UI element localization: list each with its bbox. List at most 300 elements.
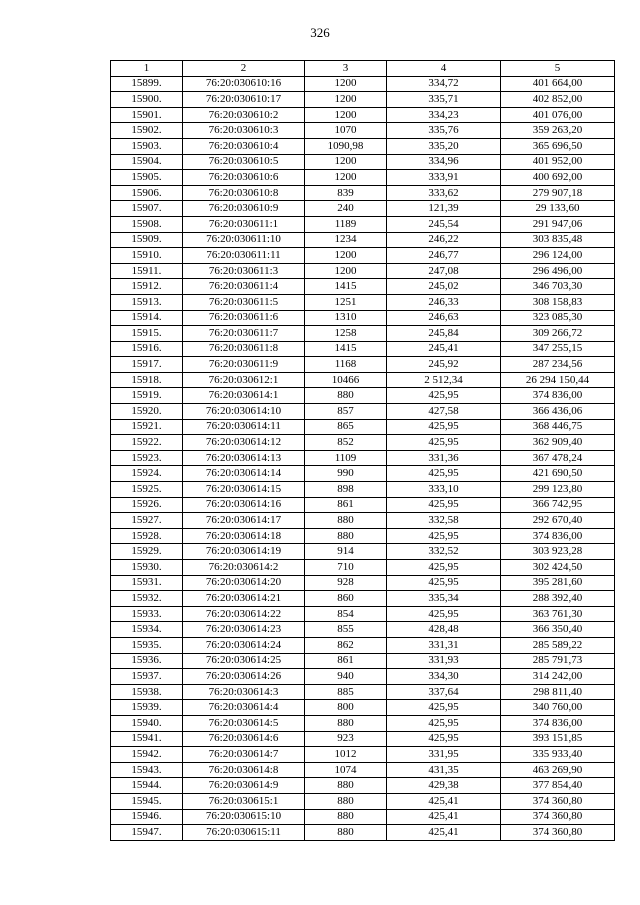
cadastral-number-cell: 76:20:030614:1 [183, 388, 305, 404]
row-number-cell: 15915. [111, 326, 183, 342]
area-cell: 1200 [305, 107, 387, 123]
table-row [111, 637, 615, 653]
total-value-cell: 402 852,00 [501, 92, 615, 108]
area-cell: 940 [305, 669, 387, 685]
cadastral-number-cell: 76:20:030614:8 [183, 762, 305, 778]
area-cell: 1200 [305, 263, 387, 279]
column-header-3: 3 [305, 61, 387, 77]
row-number-cell: 15918. [111, 372, 183, 388]
total-value-cell: 463 269,90 [501, 762, 615, 778]
price-per-unit-cell: 425,95 [387, 388, 501, 404]
price-per-unit-cell: 425,95 [387, 575, 501, 591]
area-cell: 854 [305, 606, 387, 622]
total-value-cell: 340 760,00 [501, 700, 615, 716]
cadastral-number-cell: 76:20:030615:1 [183, 793, 305, 809]
price-per-unit-cell: 245,84 [387, 326, 501, 342]
table-row [111, 762, 615, 778]
cadastral-number-cell: 76:20:030610:5 [183, 154, 305, 170]
area-cell: 1251 [305, 294, 387, 310]
table-row [111, 684, 615, 700]
cadastral-number-cell: 76:20:030610:3 [183, 123, 305, 139]
area-cell: 800 [305, 700, 387, 716]
row-number-cell: 15947. [111, 825, 183, 841]
area-cell: 914 [305, 544, 387, 560]
column-header-1: 1 [111, 61, 183, 77]
table-row [111, 123, 615, 139]
price-per-unit-cell: 425,95 [387, 435, 501, 451]
total-value-cell: 377 854,40 [501, 778, 615, 794]
table-row [111, 404, 615, 420]
row-number-cell: 15920. [111, 404, 183, 420]
area-cell: 898 [305, 482, 387, 498]
price-per-unit-cell: 335,34 [387, 591, 501, 607]
cadastral-number-cell: 76:20:030614:10 [183, 404, 305, 420]
row-number-cell: 15931. [111, 575, 183, 591]
area-cell: 880 [305, 778, 387, 794]
total-value-cell: 302 424,50 [501, 560, 615, 576]
price-per-unit-cell: 331,93 [387, 653, 501, 669]
price-per-unit-cell: 335,71 [387, 92, 501, 108]
row-number-cell: 15901. [111, 107, 183, 123]
total-value-cell: 288 392,40 [501, 591, 615, 607]
row-number-cell: 15932. [111, 591, 183, 607]
table-row [111, 310, 615, 326]
total-value-cell: 366 350,40 [501, 622, 615, 638]
cadastral-number-cell: 76:20:030614:16 [183, 497, 305, 513]
price-per-unit-cell: 425,95 [387, 466, 501, 482]
area-cell: 1189 [305, 216, 387, 232]
price-per-unit-cell: 334,72 [387, 76, 501, 92]
cadastral-number-cell: 76:20:030614:17 [183, 513, 305, 529]
price-per-unit-cell: 333,91 [387, 170, 501, 186]
table-row [111, 279, 615, 295]
area-cell: 880 [305, 825, 387, 841]
cadastral-number-cell: 76:20:030612:1 [183, 372, 305, 388]
row-number-cell: 15925. [111, 482, 183, 498]
cadastral-number-cell: 76:20:030614:21 [183, 591, 305, 607]
total-value-cell: 346 703,30 [501, 279, 615, 295]
cadastral-number-cell: 76:20:030614:26 [183, 669, 305, 685]
table-row [111, 170, 615, 186]
total-value-cell: 395 281,60 [501, 575, 615, 591]
table-row [111, 809, 615, 825]
total-value-cell: 298 811,40 [501, 684, 615, 700]
table-row [111, 715, 615, 731]
table-row [111, 107, 615, 123]
price-per-unit-cell: 429,38 [387, 778, 501, 794]
row-number-cell: 15919. [111, 388, 183, 404]
total-value-cell: 359 263,20 [501, 123, 615, 139]
table-row [111, 372, 615, 388]
area-cell: 928 [305, 575, 387, 591]
row-number-cell: 15940. [111, 715, 183, 731]
area-cell: 1258 [305, 326, 387, 342]
area-cell: 865 [305, 419, 387, 435]
price-per-unit-cell: 425,95 [387, 497, 501, 513]
area-cell: 1200 [305, 154, 387, 170]
cadastral-number-cell: 76:20:030611:8 [183, 341, 305, 357]
cadastral-number-cell: 76:20:030614:24 [183, 637, 305, 653]
total-value-cell: 363 761,30 [501, 606, 615, 622]
cadastral-number-cell: 76:20:030614:4 [183, 700, 305, 716]
total-value-cell: 296 124,00 [501, 248, 615, 264]
cadastral-number-cell: 76:20:030611:4 [183, 279, 305, 295]
table-row [111, 482, 615, 498]
price-per-unit-cell: 428,48 [387, 622, 501, 638]
area-cell: 990 [305, 466, 387, 482]
cadastral-number-cell: 76:20:030611:6 [183, 310, 305, 326]
row-number-cell: 15933. [111, 606, 183, 622]
table-row [111, 575, 615, 591]
table-row [111, 92, 615, 108]
cadastral-number-cell: 76:20:030614:5 [183, 715, 305, 731]
table-row [111, 669, 615, 685]
table-row [111, 263, 615, 279]
area-cell: 861 [305, 497, 387, 513]
row-number-cell: 15936. [111, 653, 183, 669]
row-number-cell: 15939. [111, 700, 183, 716]
row-number-cell: 15941. [111, 731, 183, 747]
price-per-unit-cell: 332,58 [387, 513, 501, 529]
row-number-cell: 15934. [111, 622, 183, 638]
table-row [111, 700, 615, 716]
area-cell: 839 [305, 185, 387, 201]
row-number-cell: 15907. [111, 201, 183, 217]
total-value-cell: 374 836,00 [501, 388, 615, 404]
total-value-cell: 374 360,80 [501, 825, 615, 841]
row-number-cell: 15929. [111, 544, 183, 560]
price-per-unit-cell: 245,02 [387, 279, 501, 295]
area-cell: 857 [305, 404, 387, 420]
total-value-cell: 347 255,15 [501, 341, 615, 357]
price-per-unit-cell: 425,41 [387, 793, 501, 809]
table-row [111, 435, 615, 451]
table-row [111, 341, 615, 357]
cadastral-number-cell: 76:20:030611:10 [183, 232, 305, 248]
total-value-cell: 335 933,40 [501, 747, 615, 763]
row-number-cell: 15938. [111, 684, 183, 700]
total-value-cell: 292 670,40 [501, 513, 615, 529]
row-number-cell: 15912. [111, 279, 183, 295]
price-per-unit-cell: 425,41 [387, 809, 501, 825]
cadastral-number-cell: 76:20:030610:2 [183, 107, 305, 123]
cadastral-number-cell: 76:20:030610:9 [183, 201, 305, 217]
table-row [111, 326, 615, 342]
total-value-cell: 401 664,00 [501, 76, 615, 92]
area-cell: 880 [305, 793, 387, 809]
row-number-cell: 15911. [111, 263, 183, 279]
price-per-unit-cell: 245,41 [387, 341, 501, 357]
row-number-cell: 15909. [111, 232, 183, 248]
cadastral-number-cell: 76:20:030610:4 [183, 138, 305, 154]
total-value-cell: 314 242,00 [501, 669, 615, 685]
row-number-cell: 15924. [111, 466, 183, 482]
row-number-cell: 15942. [111, 747, 183, 763]
table-row [111, 747, 615, 763]
row-number-cell: 15944. [111, 778, 183, 794]
row-number-cell: 15946. [111, 809, 183, 825]
row-number-cell: 15921. [111, 419, 183, 435]
total-value-cell: 421 690,50 [501, 466, 615, 482]
table-header-row [111, 61, 615, 77]
table-row [111, 450, 615, 466]
row-number-cell: 15899. [111, 76, 183, 92]
row-number-cell: 15914. [111, 310, 183, 326]
area-cell: 885 [305, 684, 387, 700]
table-row [111, 731, 615, 747]
area-cell: 1234 [305, 232, 387, 248]
price-per-unit-cell: 247,08 [387, 263, 501, 279]
row-number-cell: 15908. [111, 216, 183, 232]
area-cell: 1074 [305, 762, 387, 778]
table-row [111, 653, 615, 669]
total-value-cell: 291 947,06 [501, 216, 615, 232]
price-per-unit-cell: 246,77 [387, 248, 501, 264]
row-number-cell: 15913. [111, 294, 183, 310]
total-value-cell: 26 294 150,44 [501, 372, 615, 388]
table-row [111, 357, 615, 373]
total-value-cell: 374 360,80 [501, 809, 615, 825]
price-per-unit-cell: 425,95 [387, 715, 501, 731]
area-cell: 1168 [305, 357, 387, 373]
table-body [111, 76, 615, 840]
cadastral-number-cell: 76:20:030614:14 [183, 466, 305, 482]
cadastral-number-cell: 76:20:030611:7 [183, 326, 305, 342]
total-value-cell: 323 085,30 [501, 310, 615, 326]
cadastral-number-cell: 76:20:030614:13 [183, 450, 305, 466]
cadastral-number-cell: 76:20:030611:3 [183, 263, 305, 279]
table-row [111, 606, 615, 622]
price-per-unit-cell: 335,20 [387, 138, 501, 154]
total-value-cell: 401 952,00 [501, 154, 615, 170]
price-per-unit-cell: 331,36 [387, 450, 501, 466]
total-value-cell: 303 923,28 [501, 544, 615, 560]
table-row [111, 185, 615, 201]
table-row [111, 793, 615, 809]
table-row [111, 544, 615, 560]
price-per-unit-cell: 332,52 [387, 544, 501, 560]
row-number-cell: 15916. [111, 341, 183, 357]
table-row [111, 466, 615, 482]
area-cell: 1200 [305, 170, 387, 186]
price-per-unit-cell: 334,30 [387, 669, 501, 685]
price-per-unit-cell: 245,92 [387, 357, 501, 373]
total-value-cell: 29 133,60 [501, 201, 615, 217]
area-cell: 880 [305, 809, 387, 825]
price-per-unit-cell: 331,31 [387, 637, 501, 653]
total-value-cell: 362 909,40 [501, 435, 615, 451]
price-per-unit-cell: 425,95 [387, 560, 501, 576]
cadastral-number-cell: 76:20:030610:6 [183, 170, 305, 186]
area-cell: 861 [305, 653, 387, 669]
price-per-unit-cell: 335,76 [387, 123, 501, 139]
area-cell: 1090,98 [305, 138, 387, 154]
cadastral-number-cell: 76:20:030610:16 [183, 76, 305, 92]
total-value-cell: 393 151,85 [501, 731, 615, 747]
table-row [111, 232, 615, 248]
cadastral-number-cell: 76:20:030614:15 [183, 482, 305, 498]
cadastral-number-cell: 76:20:030611:9 [183, 357, 305, 373]
price-per-unit-cell: 331,95 [387, 747, 501, 763]
price-per-unit-cell: 427,58 [387, 404, 501, 420]
price-per-unit-cell: 246,22 [387, 232, 501, 248]
area-cell: 1200 [305, 92, 387, 108]
cadastral-number-cell: 76:20:030610:17 [183, 92, 305, 108]
table-row [111, 294, 615, 310]
area-cell: 860 [305, 591, 387, 607]
cadastral-number-cell: 76:20:030611:5 [183, 294, 305, 310]
cadastral-number-cell: 76:20:030614:7 [183, 747, 305, 763]
price-per-unit-cell: 425,95 [387, 419, 501, 435]
area-cell: 1415 [305, 279, 387, 295]
total-value-cell: 303 835,48 [501, 232, 615, 248]
price-per-unit-cell: 337,64 [387, 684, 501, 700]
total-value-cell: 374 360,80 [501, 793, 615, 809]
total-value-cell: 374 836,00 [501, 528, 615, 544]
area-cell: 1012 [305, 747, 387, 763]
price-per-unit-cell: 334,23 [387, 107, 501, 123]
total-value-cell: 367 478,24 [501, 450, 615, 466]
cadastral-number-cell: 76:20:030614:25 [183, 653, 305, 669]
area-cell: 1310 [305, 310, 387, 326]
row-number-cell: 15922. [111, 435, 183, 451]
total-value-cell: 366 742,95 [501, 497, 615, 513]
total-value-cell: 400 692,00 [501, 170, 615, 186]
row-number-cell: 15900. [111, 92, 183, 108]
table-row [111, 216, 615, 232]
table-row [111, 248, 615, 264]
table-row [111, 591, 615, 607]
price-per-unit-cell: 333,10 [387, 482, 501, 498]
column-header-4: 4 [387, 61, 501, 77]
price-per-unit-cell: 246,63 [387, 310, 501, 326]
cadastral-number-cell: 76:20:030611:11 [183, 248, 305, 264]
cadastral-table [110, 60, 615, 841]
total-value-cell: 287 234,56 [501, 357, 615, 373]
price-per-unit-cell: 425,95 [387, 731, 501, 747]
table-row [111, 76, 615, 92]
cadastral-number-cell: 76:20:030614:18 [183, 528, 305, 544]
cadastral-number-cell: 76:20:030614:2 [183, 560, 305, 576]
column-header-2: 2 [183, 61, 305, 77]
area-cell: 1200 [305, 76, 387, 92]
area-cell: 710 [305, 560, 387, 576]
row-number-cell: 15935. [111, 637, 183, 653]
row-number-cell: 15905. [111, 170, 183, 186]
table-row [111, 497, 615, 513]
price-per-unit-cell: 245,54 [387, 216, 501, 232]
area-cell: 1200 [305, 248, 387, 264]
price-per-unit-cell: 333,62 [387, 185, 501, 201]
total-value-cell: 309 266,72 [501, 326, 615, 342]
row-number-cell: 15902. [111, 123, 183, 139]
area-cell: 1109 [305, 450, 387, 466]
row-number-cell: 15904. [111, 154, 183, 170]
table-row [111, 154, 615, 170]
total-value-cell: 285 589,22 [501, 637, 615, 653]
cadastral-number-cell: 76:20:030611:1 [183, 216, 305, 232]
table-row [111, 778, 615, 794]
row-number-cell: 15917. [111, 357, 183, 373]
total-value-cell: 365 696,50 [501, 138, 615, 154]
cadastral-number-cell: 76:20:030614:9 [183, 778, 305, 794]
cadastral-number-cell: 76:20:030614:20 [183, 575, 305, 591]
table-row [111, 388, 615, 404]
cadastral-number-cell: 76:20:030614:19 [183, 544, 305, 560]
table-row [111, 513, 615, 529]
total-value-cell: 366 436,06 [501, 404, 615, 420]
area-cell: 240 [305, 201, 387, 217]
table-row [111, 419, 615, 435]
area-cell: 1070 [305, 123, 387, 139]
table-row [111, 825, 615, 841]
price-per-unit-cell: 425,95 [387, 606, 501, 622]
page-number: 326 [310, 25, 330, 40]
cadastral-number-cell: 76:20:030614:11 [183, 419, 305, 435]
cadastral-number-cell: 76:20:030610:8 [183, 185, 305, 201]
cadastral-number-cell: 76:20:030614:12 [183, 435, 305, 451]
area-cell: 880 [305, 388, 387, 404]
price-per-unit-cell: 425,95 [387, 528, 501, 544]
column-header-5: 5 [501, 61, 615, 77]
price-per-unit-cell: 334,96 [387, 154, 501, 170]
area-cell: 852 [305, 435, 387, 451]
price-per-unit-cell: 425,95 [387, 700, 501, 716]
row-number-cell: 15926. [111, 497, 183, 513]
total-value-cell: 401 076,00 [501, 107, 615, 123]
row-number-cell: 15945. [111, 793, 183, 809]
total-value-cell: 368 446,75 [501, 419, 615, 435]
row-number-cell: 15937. [111, 669, 183, 685]
total-value-cell: 299 123,80 [501, 482, 615, 498]
row-number-cell: 15906. [111, 185, 183, 201]
row-number-cell: 15923. [111, 450, 183, 466]
area-cell: 880 [305, 528, 387, 544]
area-cell: 880 [305, 513, 387, 529]
price-per-unit-cell: 425,41 [387, 825, 501, 841]
area-cell: 880 [305, 715, 387, 731]
cadastral-number-cell: 76:20:030614:23 [183, 622, 305, 638]
area-cell: 862 [305, 637, 387, 653]
price-per-unit-cell: 431,35 [387, 762, 501, 778]
total-value-cell: 308 158,83 [501, 294, 615, 310]
row-number-cell: 15943. [111, 762, 183, 778]
price-per-unit-cell: 2 512,34 [387, 372, 501, 388]
cadastral-number-cell: 76:20:030615:10 [183, 809, 305, 825]
row-number-cell: 15930. [111, 560, 183, 576]
cadastral-number-cell: 76:20:030614:3 [183, 684, 305, 700]
cadastral-number-cell: 76:20:030614:6 [183, 731, 305, 747]
table-row [111, 622, 615, 638]
cadastral-number-cell: 76:20:030615:11 [183, 825, 305, 841]
total-value-cell: 285 791,73 [501, 653, 615, 669]
area-cell: 1415 [305, 341, 387, 357]
total-value-cell: 296 496,00 [501, 263, 615, 279]
row-number-cell: 15928. [111, 528, 183, 544]
price-per-unit-cell: 246,33 [387, 294, 501, 310]
row-number-cell: 15910. [111, 248, 183, 264]
area-cell: 10466 [305, 372, 387, 388]
price-per-unit-cell: 121,39 [387, 201, 501, 217]
total-value-cell: 374 836,00 [501, 715, 615, 731]
table-row [111, 138, 615, 154]
table-row [111, 528, 615, 544]
row-number-cell: 15903. [111, 138, 183, 154]
cadastral-number-cell: 76:20:030614:22 [183, 606, 305, 622]
total-value-cell: 279 907,18 [501, 185, 615, 201]
table-row [111, 560, 615, 576]
table-row [111, 201, 615, 217]
